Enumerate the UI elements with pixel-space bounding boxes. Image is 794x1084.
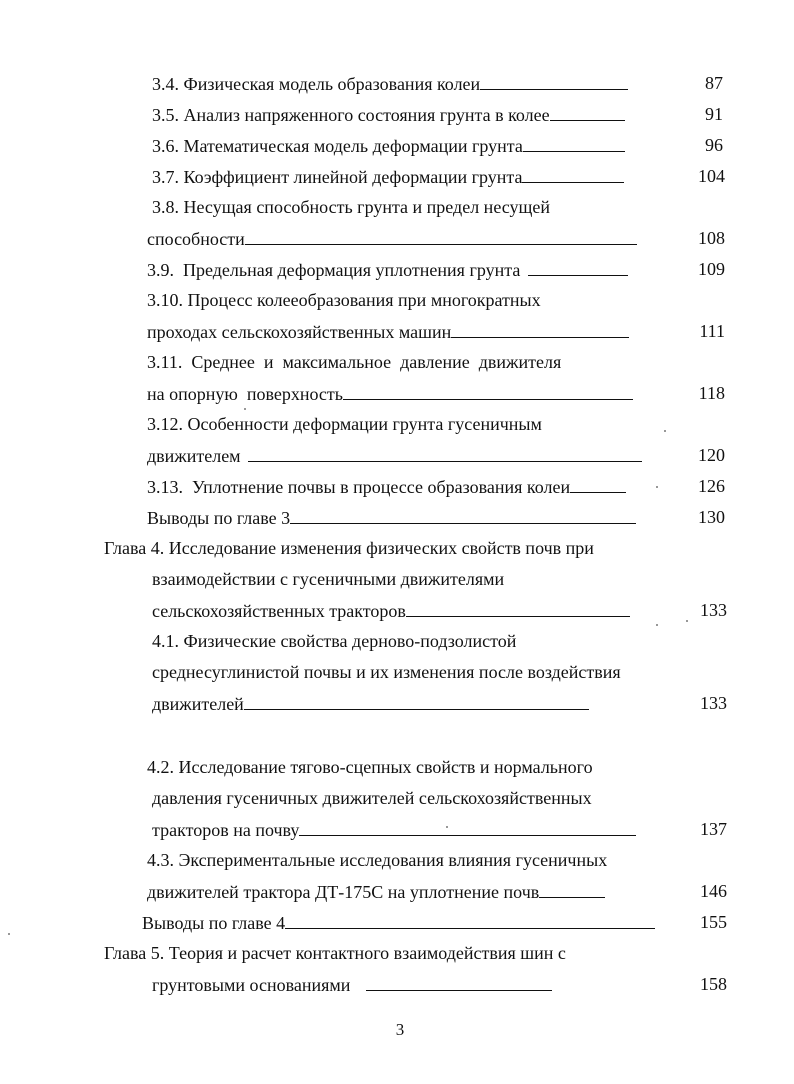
toc-entry <box>152 817 636 841</box>
toc-entry-text: Выводы по главе 3 <box>147 508 291 528</box>
leader-line <box>248 443 642 462</box>
toc-entry <box>152 629 516 653</box>
toc-entry <box>147 257 628 281</box>
toc-entry-text: грунтовыми основаниями <box>152 975 351 995</box>
page-number: 3 <box>395 1020 405 1039</box>
toc-entry-text: 3.9. Предельная деформация уплотнения грунта <box>147 260 521 280</box>
toc-chapter-heading <box>104 941 566 965</box>
toc-entry <box>147 319 629 343</box>
toc-entry-text: 3.13. Уплотнение почвы в процессе образования колеи <box>147 477 571 497</box>
toc-entry <box>147 474 626 498</box>
toc-page-number: 120 <box>698 445 725 465</box>
toc-entry <box>152 567 504 591</box>
toc-entry <box>147 288 541 312</box>
leader-line <box>245 226 637 245</box>
toc-page-number: 126 <box>698 476 725 496</box>
toc-page-number: 137 <box>700 819 727 839</box>
leader-line <box>480 71 628 90</box>
scan-speck <box>8 933 10 935</box>
toc-entry-text: среднесуглинистой почвы и их изменения после воздействия <box>152 662 621 682</box>
toc-entry <box>147 879 605 903</box>
toc-entry-text: движителей трактора ДТ-175С на уплотнение почв <box>147 882 540 902</box>
leader-line <box>299 817 636 836</box>
toc-entry <box>147 443 642 467</box>
toc-page-number: 130 <box>698 507 725 527</box>
toc-entry <box>147 381 633 405</box>
toc-page-number: 91 <box>705 104 723 124</box>
leader-line <box>343 381 633 400</box>
toc-entry <box>152 598 630 622</box>
leader-line <box>244 691 589 710</box>
leader-line <box>528 257 628 276</box>
scan-speck <box>244 408 246 410</box>
toc-page-number: 111 <box>699 321 725 341</box>
toc-page-number: 133 <box>700 600 727 620</box>
toc-entry <box>147 505 636 529</box>
scan-speck <box>664 430 666 432</box>
toc-entry-text: Глава 4. Исследование изменения физических свойств почв при <box>104 538 594 558</box>
toc-page-number: 104 <box>698 166 725 186</box>
toc-page-number: 133 <box>700 693 727 713</box>
toc-entry-text: 3.4. Физическая модель образования колеи <box>152 74 481 94</box>
toc-entry-text: 3.6. Математическая модель деформации грунта <box>152 136 523 156</box>
toc-entry <box>152 71 628 95</box>
toc-entry-text: 3.11. Среднее и максимальное давление движителя <box>147 352 562 372</box>
toc-entry-text: 3.12. Особенности деформации грунта гусеничным <box>147 414 542 434</box>
toc-entry-text: 3.8. Несущая способность грунта и предел несущей <box>152 197 550 217</box>
scan-speck <box>656 624 658 626</box>
toc-entry <box>147 226 637 250</box>
toc-entry-text: взаимодействии с гусеничными движителями <box>152 569 505 589</box>
toc-entry <box>147 412 542 436</box>
scan-speck <box>446 826 448 828</box>
toc-entry <box>152 660 621 684</box>
leader-line <box>285 910 655 929</box>
toc-entry <box>147 848 607 872</box>
toc-entry <box>152 133 625 157</box>
leader-line <box>522 164 624 183</box>
toc-page-number: 158 <box>700 974 727 994</box>
toc-entry-text: тракторов на почву <box>152 820 300 840</box>
toc-page-number: 155 <box>700 912 727 932</box>
toc-entry-text: Глава 5. Теория и расчет контактного взаимодействия шин с <box>104 943 566 963</box>
leader-line <box>366 972 552 991</box>
leader-line <box>523 133 625 152</box>
toc-entry-text: 4.2. Исследование тягово-сцепных свойств и нормального <box>147 757 593 777</box>
leader-line <box>290 505 636 524</box>
toc-entry <box>152 691 589 715</box>
leader-line <box>570 474 626 493</box>
toc-entry-text: движителей <box>152 694 244 714</box>
toc-entry-text: 4.1. Физические свойства дерново-подзолистой <box>152 631 517 651</box>
scan-speck <box>686 620 688 622</box>
toc-entry-text: способности <box>147 229 245 249</box>
scan-speck <box>656 486 658 488</box>
toc-entry-text: Выводы по главе 4 <box>142 913 286 933</box>
toc-entry-text: сельскохозяйственных тракторов <box>152 601 406 621</box>
toc-entry <box>147 350 561 374</box>
toc-page-number: 118 <box>698 383 725 403</box>
leader-line <box>451 319 629 338</box>
toc-page-number: 146 <box>700 881 727 901</box>
toc-entry-text: 3.5. Анализ напряженного состояния грунта в колее <box>152 105 550 125</box>
toc-entry <box>152 195 550 219</box>
toc-entry <box>142 910 655 934</box>
toc-entry-text: проходах сельскохозяйственных машин <box>147 322 452 342</box>
toc-entry-text: 3.7. Коэффициент линейной деформации грунта <box>152 167 523 187</box>
toc-entry-text: давления гусеничных движителей сельскохозяйственных <box>152 788 592 808</box>
toc-entry-text: движителем <box>147 446 241 466</box>
toc-page-number: 109 <box>698 259 725 279</box>
toc-entry-text: 4.3. Экспериментальные исследования влияния гусеничных <box>147 850 608 870</box>
leader-line <box>550 102 625 121</box>
toc-entry <box>152 786 592 810</box>
toc-entry-text: 3.10. Процесс колееобразования при многократных <box>147 290 541 310</box>
toc-entry <box>147 755 593 779</box>
toc-entry <box>152 972 552 996</box>
toc-chapter-heading <box>104 536 594 560</box>
leader-line <box>406 598 630 617</box>
toc-entry <box>152 102 625 126</box>
toc-page-number: 87 <box>705 73 723 93</box>
toc-page-number: 96 <box>705 135 723 155</box>
leader-line <box>539 879 605 898</box>
toc-page-number: 108 <box>698 228 725 248</box>
toc-entry <box>152 164 624 188</box>
toc-entry-text: на опорную поверхность <box>147 384 343 404</box>
